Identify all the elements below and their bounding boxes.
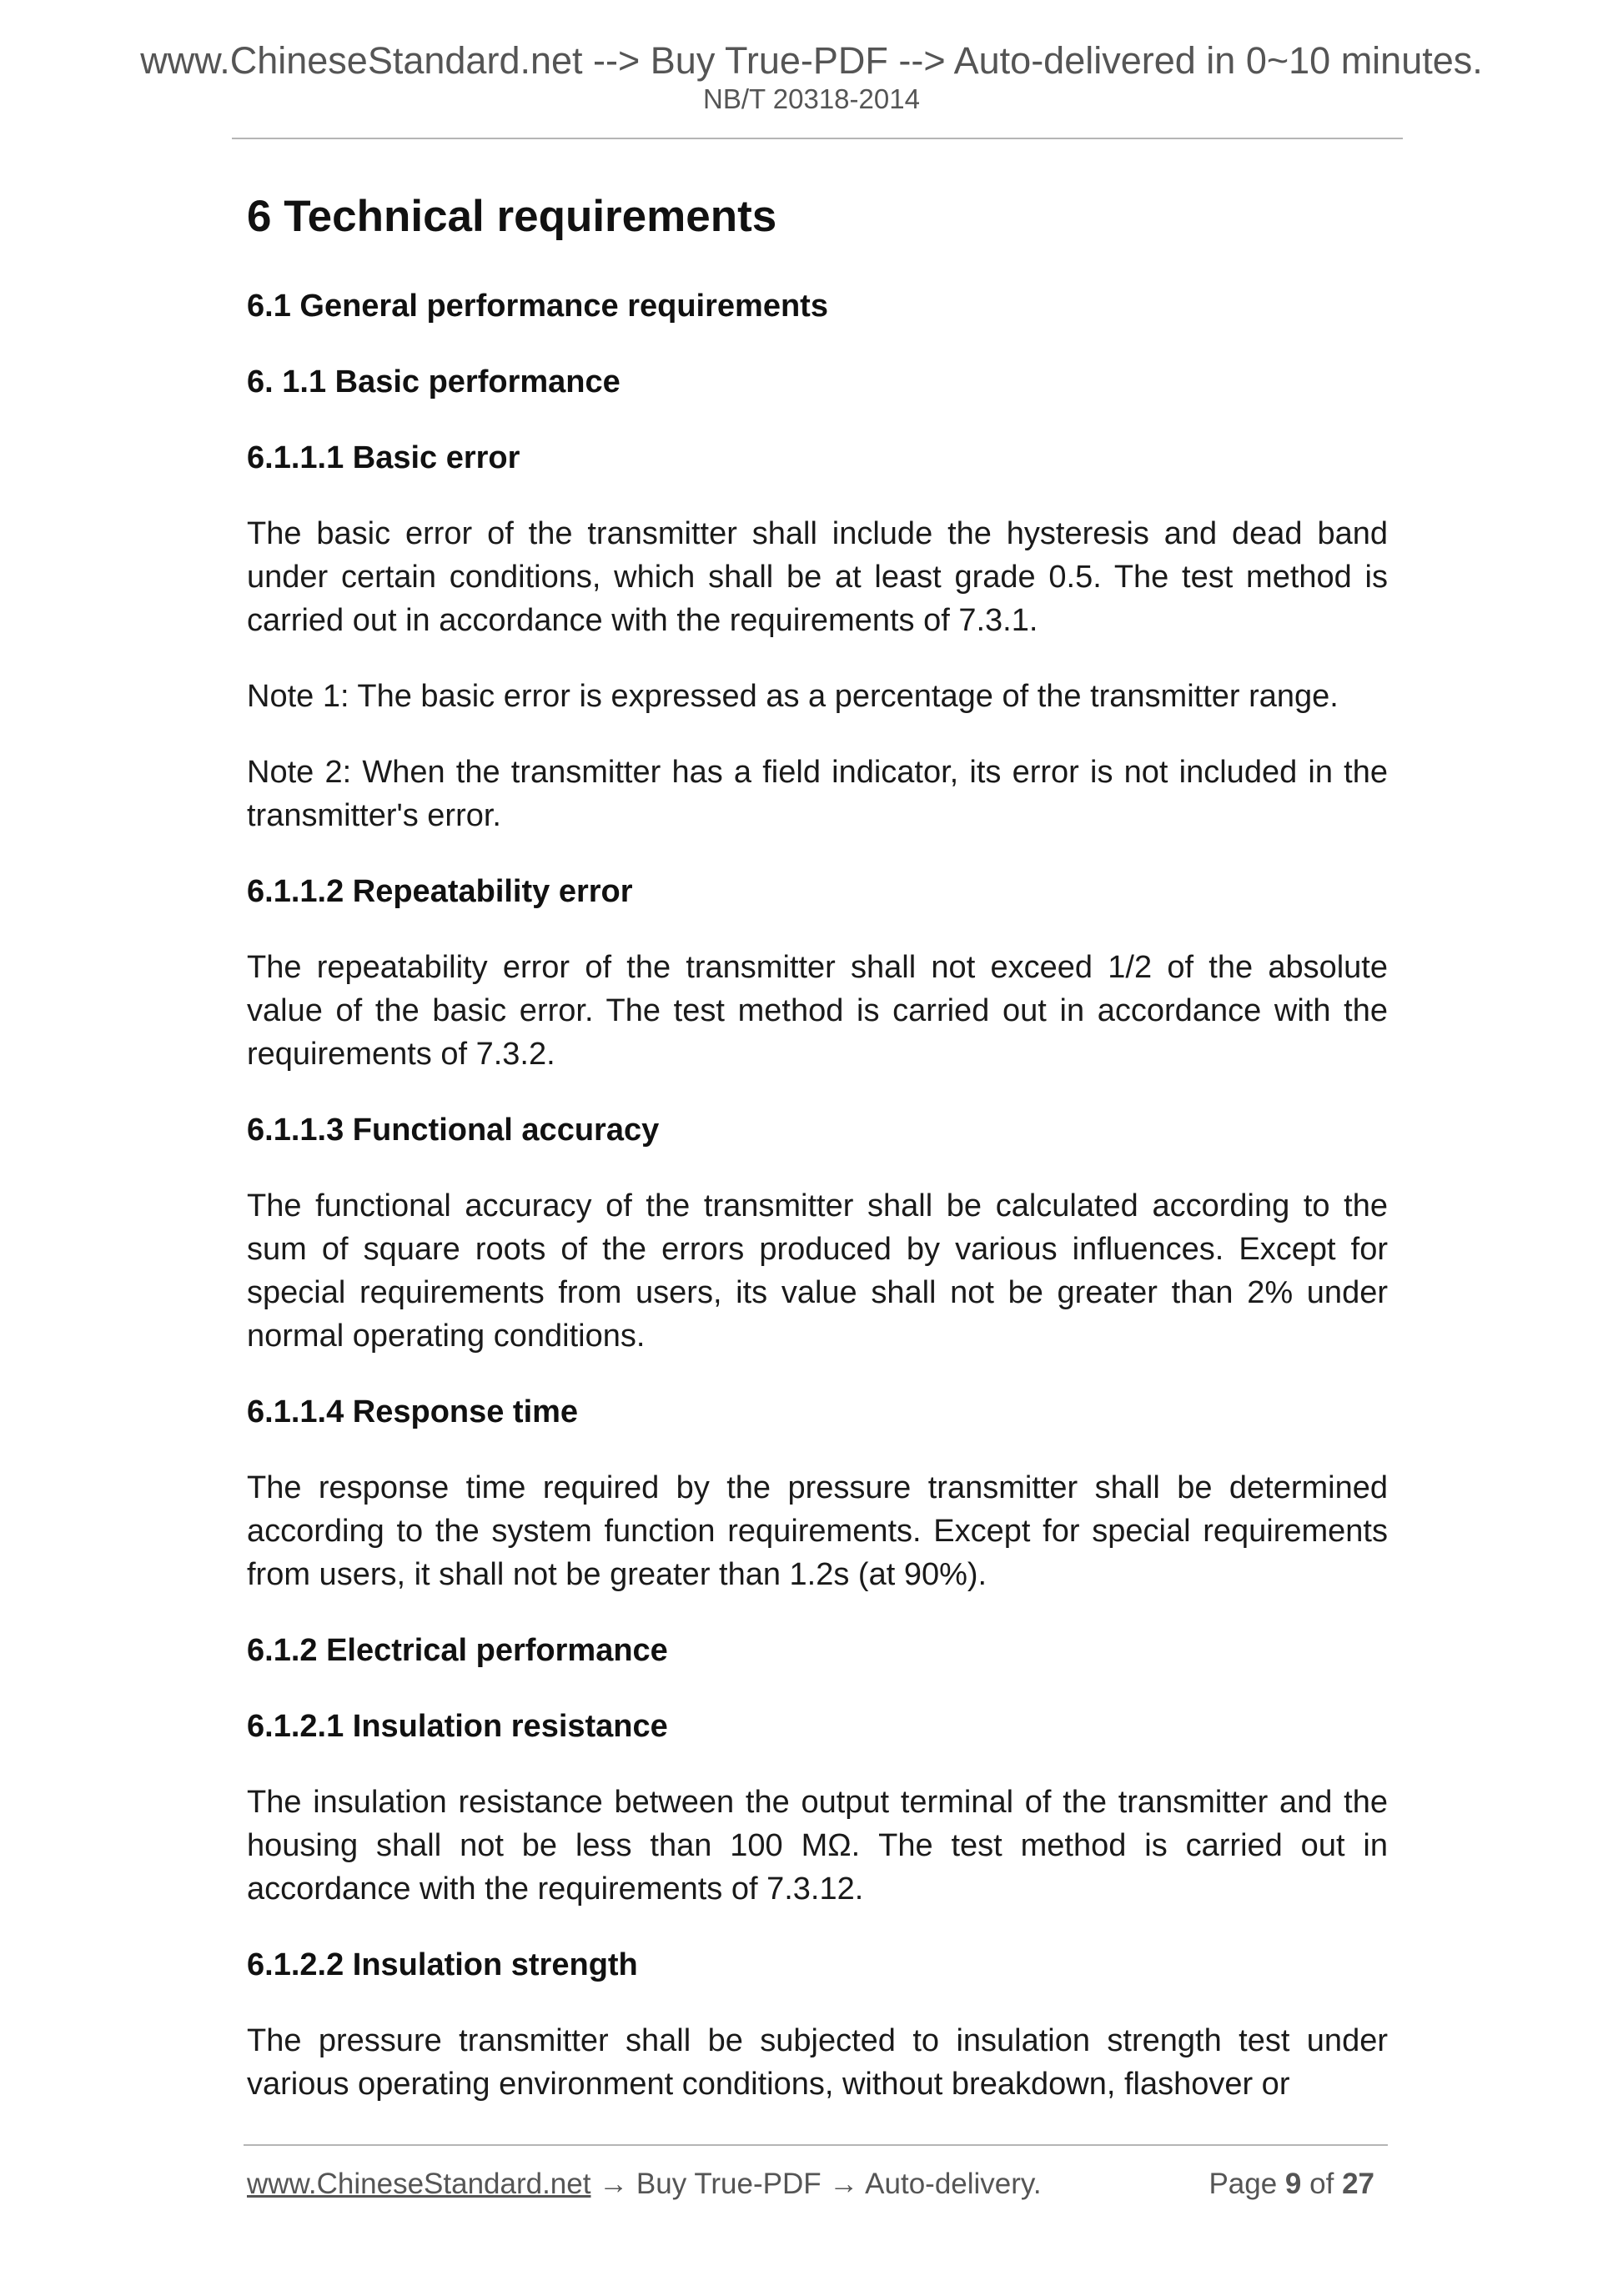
of-word: of — [1309, 2168, 1334, 2200]
page-content — [247, 186, 1388, 2138]
heading-6-1-2-2: 6.1.2.2 Insulation strength — [247, 1947, 638, 1982]
heading-6-1: 6.1 General performance requirements — [247, 289, 828, 324]
heading-6-1-1-3: 6.1.1.3 Functional accuracy — [247, 1113, 660, 1148]
page-word: Page — [1208, 2168, 1278, 2200]
note-2: Note 2: When the transmitter has a field indicator, its error is not included in the transmitter's error. — [247, 755, 1388, 833]
page-footer — [247, 2166, 1383, 2203]
paragraph-response-time: The response time required by the pressure transmitter shall be determined according to the system function requirements. Except for special requirements from users, it shall not be greater than 1.2s (at 90%). — [247, 1470, 1388, 1592]
paragraph-insulation-strength: The pressure transmitter shall be subjected to insulation strength test under various operating environment conditions, without breakdown, flashover or — [247, 2023, 1388, 2102]
document-number: NB/T 20318-2014 — [703, 83, 920, 114]
footer-divider — [244, 2144, 1388, 2146]
footer-tagline: → Buy True-PDF → Auto-delivery. — [590, 2168, 1042, 2200]
section-title: 6 Technical requirements — [247, 192, 777, 241]
footer-site-link[interactable]: www.ChineseStandard.net — [247, 2168, 591, 2200]
page-total: 27 — [1342, 2168, 1374, 2200]
heading-6-1-1: 6. 1.1 Basic performance — [247, 364, 621, 399]
paragraph-basic-error: The basic error of the transmitter shall include the hysteresis and dead band under certain conditions, which shall be at least grade 0.5. The test method is carried out in accordance with the requirements of 7.3.1. — [247, 516, 1388, 638]
paragraph-functional-accuracy: The functional accuracy of the transmitter shall be calculated according to the sum of square roots of the errors produced by various influences. Except for special requirements from users, its value shall not be greater than 2% under normal operating conditions. — [247, 1188, 1388, 1354]
note-1: Note 1: The basic error is expressed as a percentage of the transmitter range. — [247, 679, 1339, 714]
paragraph-repeatability-error: The repeatability error of the transmitter shall not exceed 1/2 of the absolute value of the basic error. The test method is carried out in accordance with the requirements of 7.3.2. — [247, 950, 1388, 1072]
header-divider — [232, 138, 1403, 139]
heading-6-1-2: 6.1.2 Electrical performance — [247, 1633, 668, 1668]
page-indicator — [1208, 2166, 1374, 2203]
heading-6-1-1-1: 6.1.1.1 Basic error — [247, 440, 520, 475]
heading-6-1-1-4: 6.1.1.4 Response time — [247, 1394, 579, 1429]
page-number: 9 — [1284, 2168, 1302, 2200]
header-banner: www.ChineseStandard.net --> Buy True-PDF --> Auto-delivered in 0~10 minutes. — [140, 39, 1483, 82]
heading-6-1-1-2: 6.1.1.2 Repeatability error — [247, 874, 633, 909]
heading-6-1-2-1: 6.1.2.1 Insulation resistance — [247, 1709, 668, 1744]
paragraph-insulation-resistance: The insulation resistance between the output terminal of the transmitter and the housing shall not be less than 100 MΩ. The test method is carried out in accordance with the requirements of 7.3.12. — [247, 1785, 1388, 1907]
